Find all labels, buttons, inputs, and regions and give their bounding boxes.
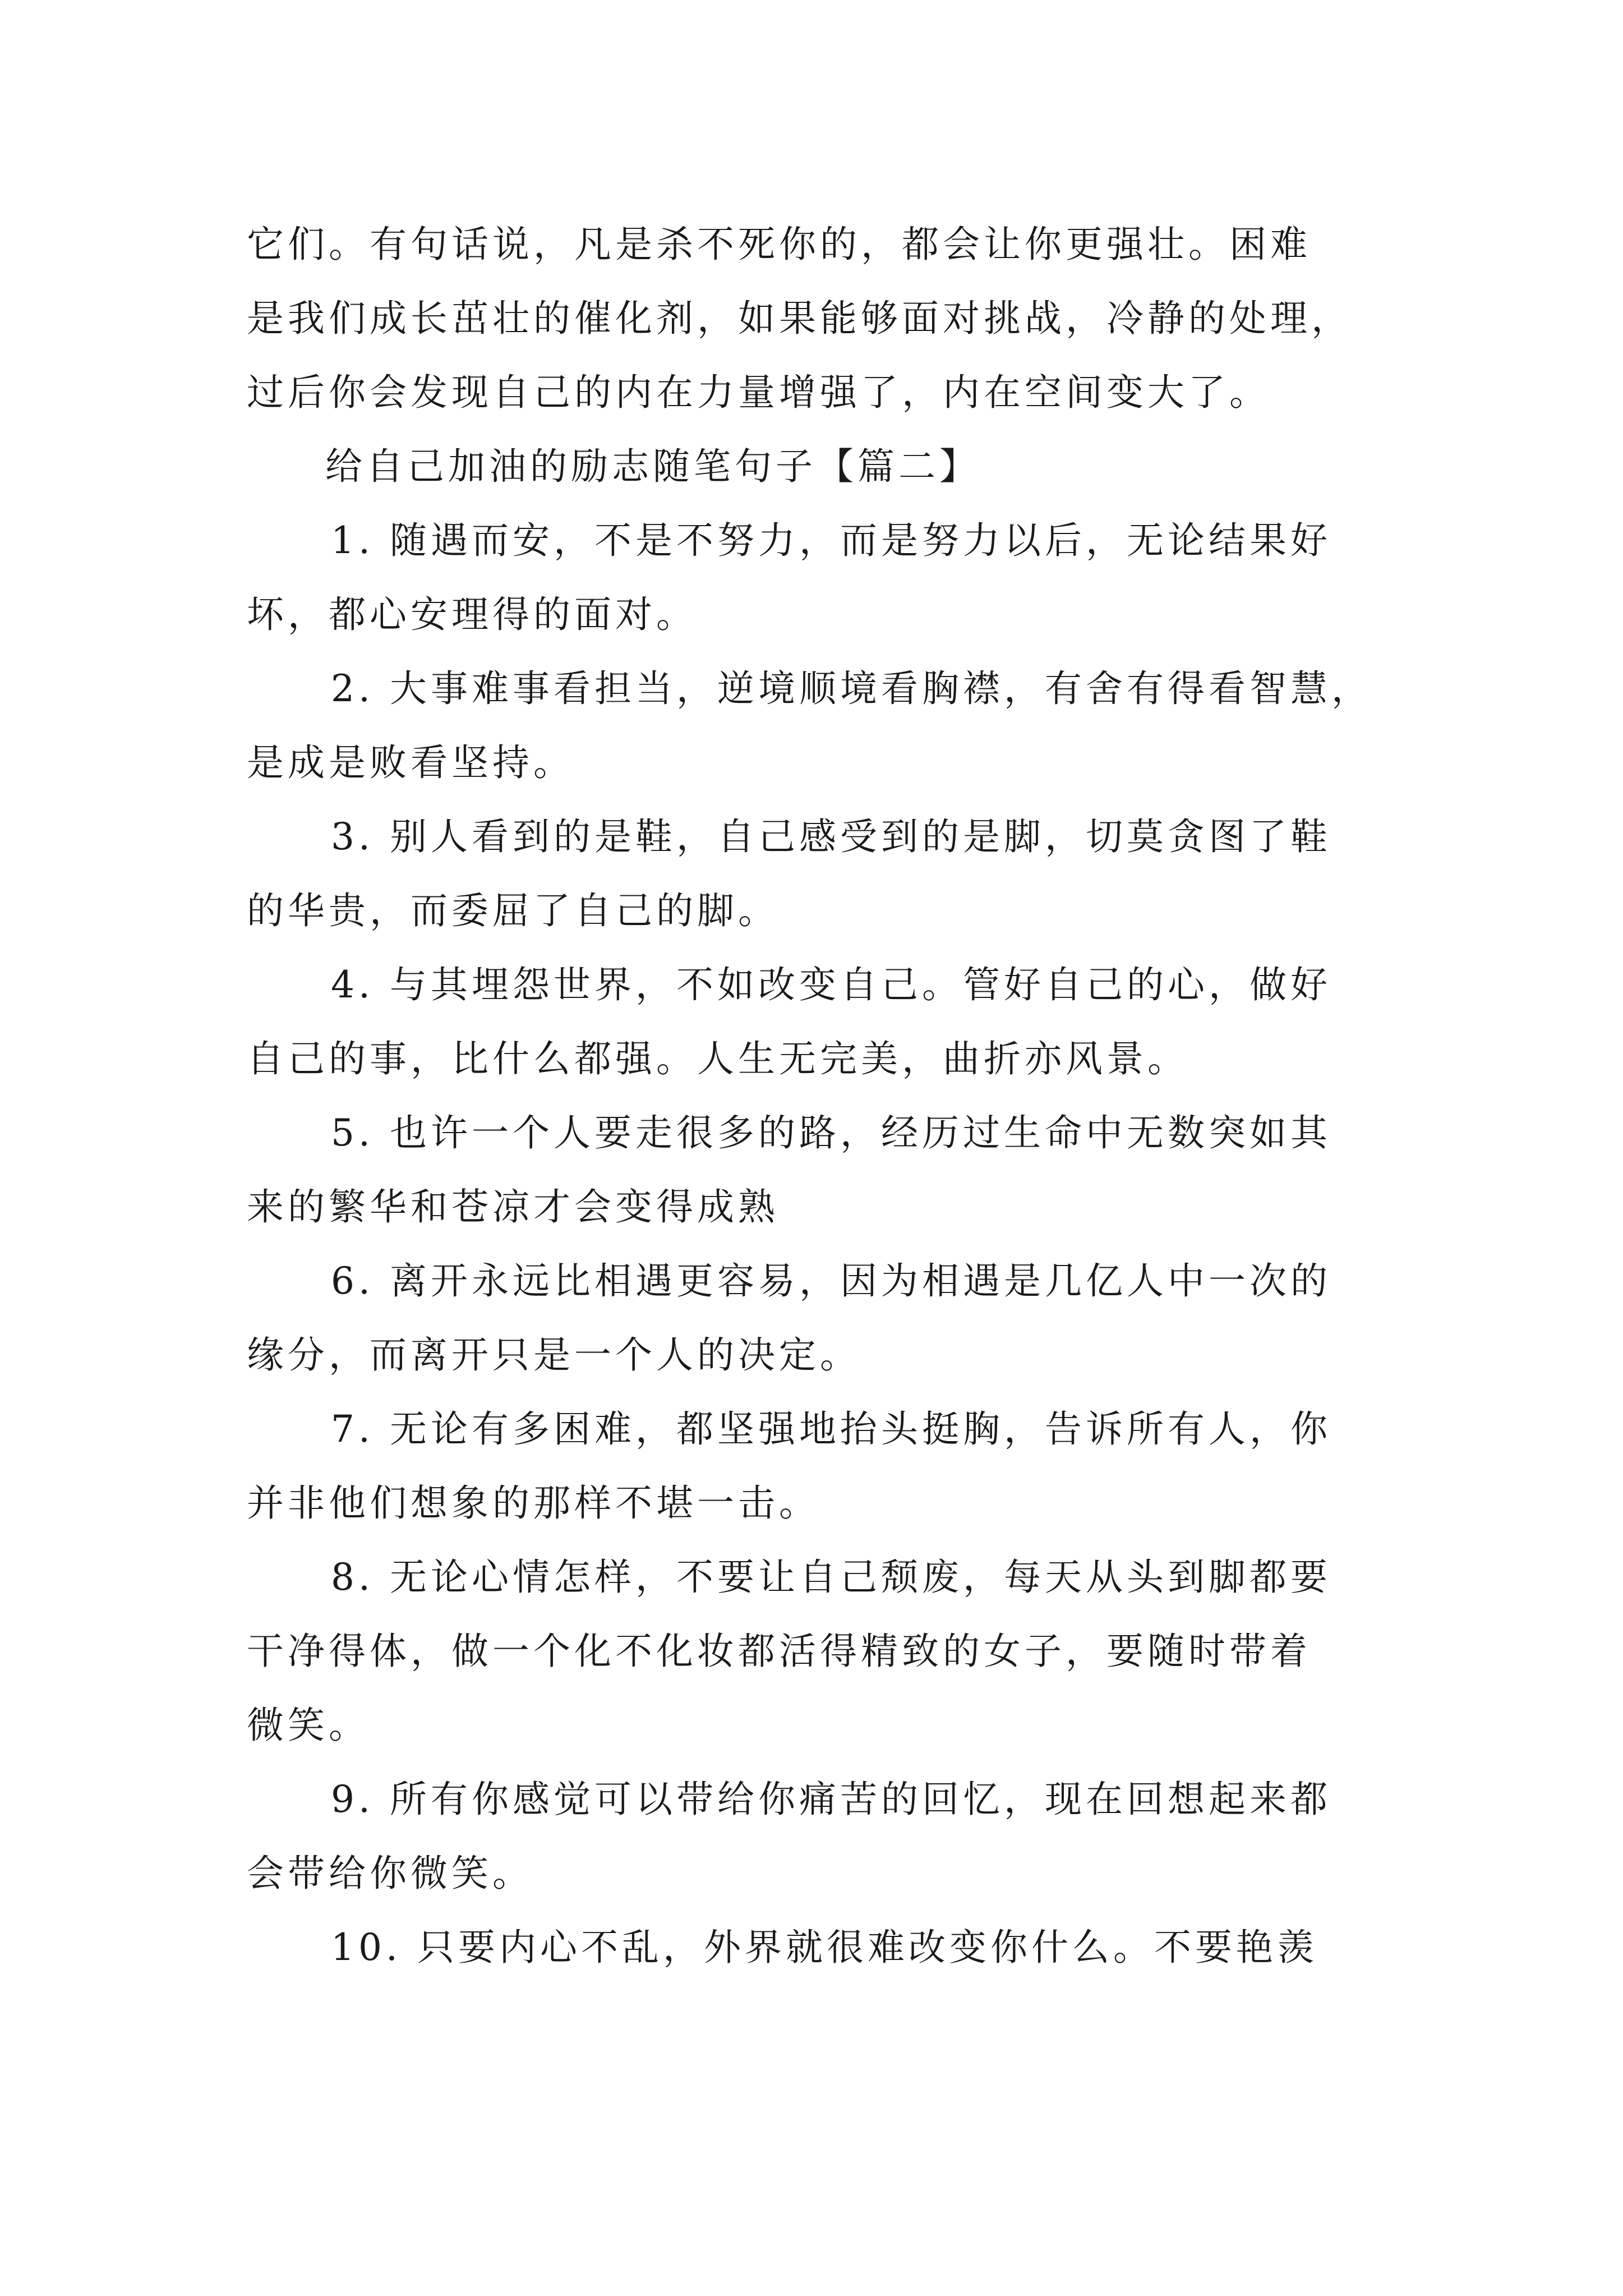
list-item-3-line-2: 的华贵，而委屈了自己的脚。: [247, 889, 779, 932]
list-item-1-line-1: 1. 随遇而安，不是不努力，而是努力以后，无论结果好: [331, 519, 1331, 562]
text-line: 它们。有句话说，凡是杀不死你的，都会让你更强壮。困难: [247, 223, 1311, 266]
list-item-9-line-1: 9. 所有你感觉可以带给你痛苦的回忆，现在回想起来都: [331, 1778, 1331, 1821]
list-item-9-line-2: 会带给你微笑。: [247, 1852, 533, 1895]
list-item-8-line-3: 微笑。: [247, 1704, 370, 1747]
list-item-5-line-1: 5. 也许一个人要走很多的路，经历过生命中无数突如其: [331, 1111, 1331, 1154]
list-item-8-line-2: 干净得体，做一个化不化妆都活得精致的女子，要随时带着: [247, 1630, 1311, 1673]
list-item-3-line-1: 3. 别人看到的是鞋，自己感受到的是脚，切莫贪图了鞋: [331, 815, 1331, 858]
list-item-4-line-2: 自己的事，比什么都强。人生无完美，曲折亦风景。: [247, 1037, 1188, 1080]
list-item-1-line-2: 坏，都心安理得的面对。: [247, 593, 697, 636]
body-text: [247, 208, 1385, 1985]
list-item-7-line-1: 7. 无论有多困难，都坚强地抬头挺胸，告诉所有人，你: [331, 1407, 1331, 1451]
list-item-6-line-1: 6. 离开永远比相遇更容易，因为相遇是几亿人中一次的: [331, 1259, 1331, 1303]
text-line: 是我们成长茁壮的催化剂，如果能够面对挑战，冷静的处理，: [247, 297, 1352, 340]
section-heading: 给自己加油的励志随笔句子【篇二】: [325, 445, 980, 488]
list-item-2-line-2: 是成是败看坚持。: [247, 741, 574, 784]
list-item-4-line-1: 4. 与其埋怨世界，不如改变自己。管好自己的心，做好: [331, 963, 1331, 1006]
list-item-5-line-2: 来的繁华和苍凉才会变得成熟: [247, 1185, 779, 1228]
list-item-6-line-2: 缘分，而离开只是一个人的决定。: [247, 1333, 861, 1377]
list-item-7-line-2: 并非他们想象的那样不堪一击。: [247, 1481, 820, 1525]
list-item-8-line-1: 8. 无论心情怎样，不要让自己颓废，每天从头到脚都要: [331, 1556, 1331, 1599]
text-line: 过后你会发现自己的内在力量增强了，内在空间变大了。: [247, 371, 1270, 414]
list-item-2-line-1: 2. 大事难事看担当，逆境顺境看胸襟，有舍有得看智慧，: [331, 667, 1372, 710]
list-item-10-line-1: 10. 只要内心不乱，外界就很难改变你什么。不要艳羡: [331, 1926, 1318, 1969]
